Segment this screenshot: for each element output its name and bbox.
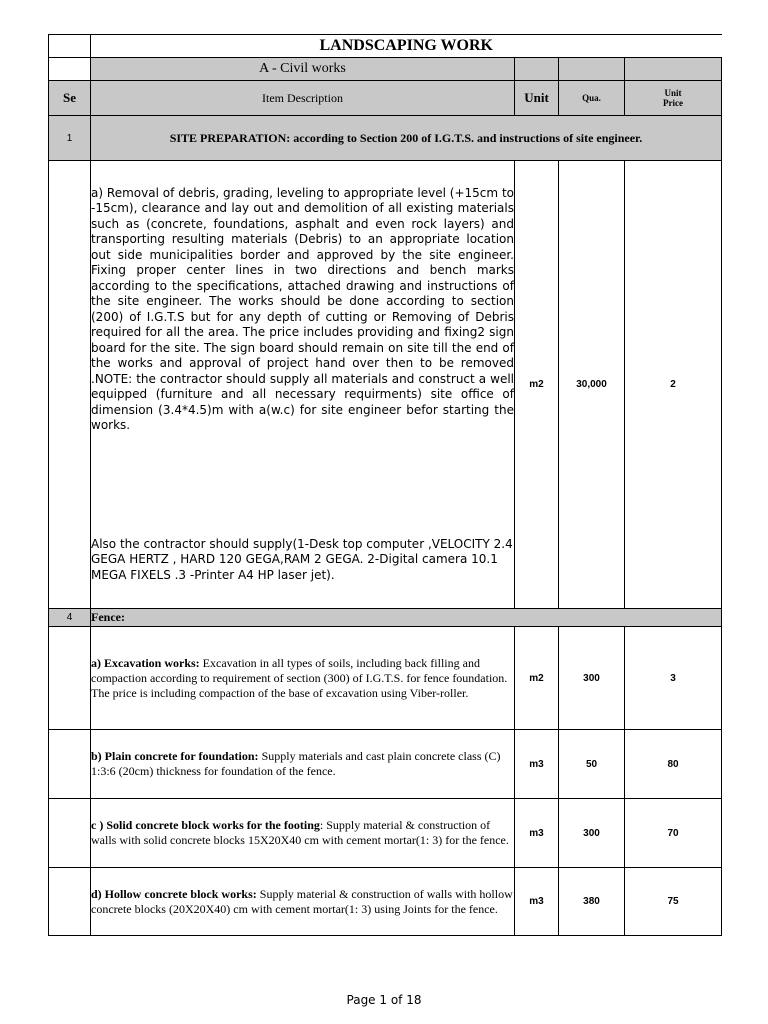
empty-cell <box>49 35 91 58</box>
quantity-cell: 300 <box>559 627 625 730</box>
item-text: Supply material & construction of walls with hollow concrete blocks (20X20X40) cm with cement mortar(1: 3) using Joints for the fence. <box>91 886 513 916</box>
section-1-item-row <box>49 161 722 609</box>
unit-cell: m3 <box>515 730 559 799</box>
unit-cell: m2 <box>515 161 559 609</box>
header-description: Item Description <box>91 81 515 116</box>
quantity-cell: 50 <box>559 730 625 799</box>
empty-cell <box>49 161 91 609</box>
section-1-number: 1 <box>49 116 91 161</box>
unit-price-cell: 3 <box>625 627 722 730</box>
header-serial: Se <box>49 81 91 116</box>
site-preparation-text: a) Removal of debris, grading, leveling to appropriate level (+15cm to -15cm), clearance and lay out and demolition of all existing materials such as (concrete, foundations, asphalt and even rock layers) and transporting resulting materials (Debris) to an appropriate location out side municipalities border and approved by the site engineer. Fixing proper center lines in two directions and bench marks according to the specifications, attached drawing and instructions of the site engineer. The works should be done according to section (200) of I.G.T.S but for any depth of cutting or Removing of Debris required for all the area. The price includes providing and fixing2 sign board for the site. The sign board should remain on site till the end of the works and approval of project hand over then to be removed .NOTE: the contractor should supply all materials and construct a well equipped (furniture and all necessary requirments) site office of dimension (3.4*4.5)m with a(w.c) for site engineer befor starting the works. <box>91 185 514 433</box>
empty-cell <box>49 730 91 799</box>
unit-price-cell: 80 <box>625 730 722 799</box>
empty-cell <box>49 868 91 936</box>
empty-cell <box>559 58 625 81</box>
header-row <box>49 81 722 116</box>
unit-cell: m3 <box>515 799 559 868</box>
unit-cell: m2 <box>515 627 559 730</box>
empty-cell <box>515 58 559 81</box>
header-unit-price-line2: Price <box>663 98 683 108</box>
page-number: Page 1 of 18 <box>346 993 422 1007</box>
solid-block-description <box>91 799 515 868</box>
contractor-supply-text: Also the contractor should supply(1-Desk top computer ,VELOCITY 2.4 GEGA HERTZ , HARD 120 GEGA,RAM 2 GEGA. 2-Digital camera 10.1 MEGA FIXELS .3 -Printer A4 HP laser jet). <box>91 536 513 582</box>
site-preparation-description <box>91 161 515 609</box>
bill-of-quantities-table <box>48 34 722 936</box>
unit-price-cell: 75 <box>625 868 722 936</box>
fence-item-row <box>49 627 722 730</box>
section-1-heading: SITE PREPARATION: according to Section 200 of I.G.T.S. and instructions of site engineer. <box>91 116 722 161</box>
subtitle-row <box>49 58 722 81</box>
quantity-cell: 300 <box>559 799 625 868</box>
item-label: c ) Solid concrete block works for the footing <box>91 818 320 832</box>
section-4-heading: Fence: <box>91 609 722 627</box>
plain-concrete-description <box>91 730 515 799</box>
section-subtitle: A - Civil works <box>91 58 515 81</box>
empty-cell <box>49 627 91 730</box>
excavation-description <box>91 627 515 730</box>
fence-item-row <box>49 730 722 799</box>
header-unit: Unit <box>515 81 559 116</box>
empty-cell <box>49 58 91 81</box>
unit-price-cell: 2 <box>625 161 722 609</box>
quantity-cell: 30,000 <box>559 161 625 609</box>
empty-cell <box>625 58 722 81</box>
item-label: d) Hollow concrete block works: <box>91 886 257 901</box>
section-1-heading-row <box>49 116 722 161</box>
document-title: LANDSCAPING WORK <box>91 35 722 58</box>
header-unit-price-line1: Unit <box>664 88 682 98</box>
empty-cell <box>49 799 91 868</box>
header-unit-price <box>625 81 722 116</box>
header-quantity: Qua. <box>559 81 625 116</box>
quantity-cell: 380 <box>559 868 625 936</box>
title-row <box>49 35 722 58</box>
fence-item-row <box>49 799 722 868</box>
fence-item-row <box>49 868 722 936</box>
unit-price-cell: 70 <box>625 799 722 868</box>
unit-cell: m3 <box>515 868 559 936</box>
item-text: Supply materials and cast plain concrete class (C) 1:3:6 (20cm) thickness for foundation of the fence. <box>91 749 501 778</box>
section-4-number: 4 <box>49 609 91 627</box>
item-text: : Supply material & construction of walls with solid concrete blocks 15X20X40 cm with cement mortar(1: 3) for the fence. <box>91 818 509 847</box>
item-label: a) Excavation works: <box>91 655 200 670</box>
section-4-heading-row <box>49 609 722 627</box>
item-text: Excavation in all types of soils, including back filling and compaction according to requirement of section (300) of I.G.T.S. for fence foundation. The price is including compaction of the base of excavation using Viber-roller. <box>91 655 508 700</box>
item-label: b) Plain concrete for foundation: <box>91 749 259 763</box>
hollow-block-description <box>91 868 515 936</box>
